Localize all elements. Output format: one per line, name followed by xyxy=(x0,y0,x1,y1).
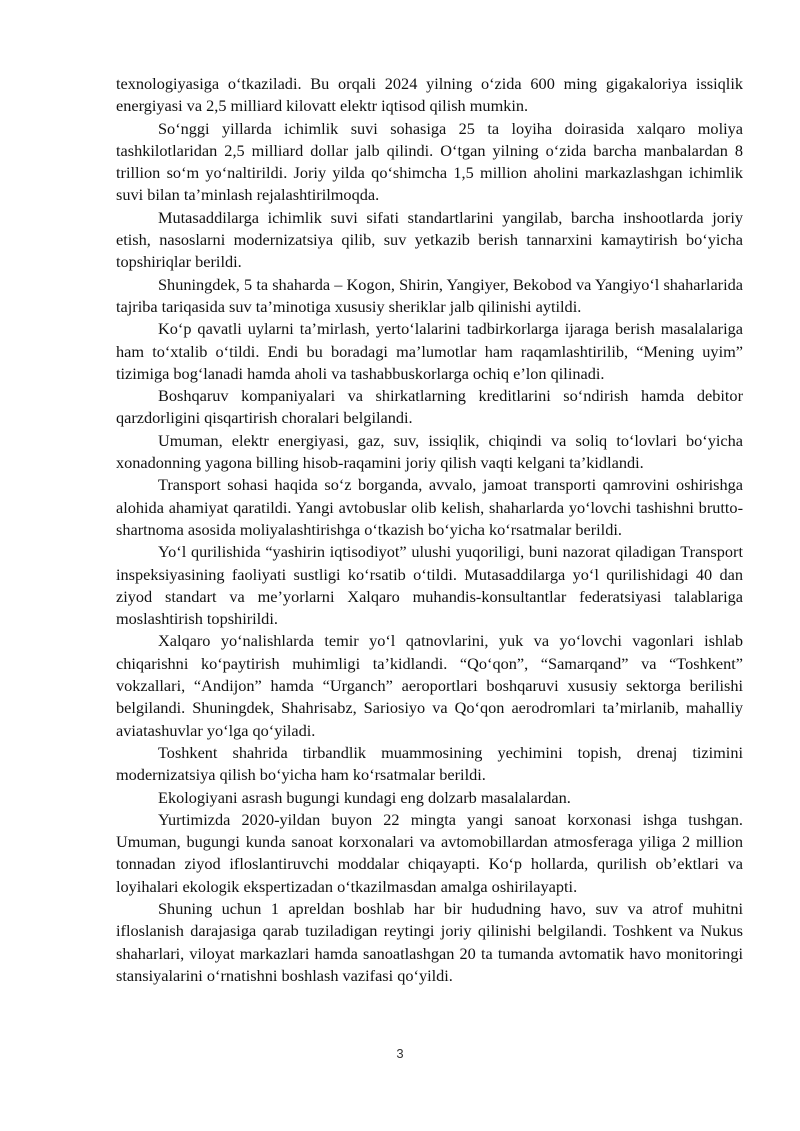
paragraph-management-companies: Boshqaruv kompaniyalari va shirkatlarning kreditlarini so‘ndirish hamda debitor qarzdorligini qisqartirish choralari belgilandi. xyxy=(116,386,743,428)
paragraph-ecology: Ekologiyani asrash bugungi kundagi eng dolzarb masalalardan. xyxy=(158,787,571,807)
paragraph-unified-billing: Umuman, elektr energiyasi, gaz, suv, issiqlik, chiqindi va soliq to‘lovlari bo‘yicha xonadonning yagona billing hisob-raqamini joriy qilish vaqti kelgani ta’kidlandi. xyxy=(116,430,743,473)
paragraph-road-construction: Yo‘l qurilishida “yashirin iqtisodiyot” ulushi yuqoriligi, buni nazorat qiladigan Transport inspeksiyasining faoliyati sustligi ko‘rsatib o‘tildi. Mutasaddilarga yo‘l qurilishidagi 40 dan ziyod standart va me’yorlarni Xalqaro muhandis-konsultantlar federatsiyasi talablariga moslashtirish topshirildi. xyxy=(116,542,743,629)
paragraph-continuation: texnologiyasiga o‘tkaziladi. Bu orqali 2024 yilning o‘zida 600 ming gigakaloriya issiqlik energiyasi va 2,5 milliard kilovatt elektr iqtisod qilish mumkin. xyxy=(116,74,743,116)
paragraph-air-monitoring: Shuning uchun 1 apreldan boshlab har bir hududning havo, suv va atrof muhitni ifloslanish darajasiga qarab tuziladigan reytingi joriy qilinishi belgilandi. Toshkent va Nukus shaharlari, viloyat markazlari hamda sanoatlashgan 20 ta tumanda avtomatik havo monitoringi stansiyalarini o‘rnatishni boshlash vazifasi qo‘yildi. xyxy=(116,898,743,985)
paragraph-private-partners: Shuningdek, 5 ta shaharda – Kogon, Shirin, Yangiyer, Bekobod va Yangiyo‘l shaharlarida tajriba tariqasida suv ta’minotiga xususiy sheriklar jalb qilinishi aytildi. xyxy=(116,274,743,316)
paragraph-water-standards: Mutasaddilarga ichimlik suvi sifati standartlarini yangilab, barcha inshootlarda joriy etish, nasoslarni modernizatsiya qilib, suv yetkazib berish tannarxini kamaytirish bo‘yicha topshiriqlar berildi. xyxy=(116,207,743,272)
paragraph-apartment-repair: Ko‘p qavatli uylarni ta’mirlash, yerto‘lalarini tadbirkorlarga ijaraga berish masalalariga ham to‘xtalib o‘tildi. Endi bu boradagi ma’lumotlar ham raqamlashtirilib, “Mening uyim” tizimiga bog‘lanadi hamda aholi va tashabbuskorlarga ochiq e’lon qilinadi. xyxy=(116,319,743,383)
paragraph-drinking-water-investment: So‘nggi yillarda ichimlik suvi sohasiga 25 ta loyiha doirasida xalqaro moliya tashkilotlaridan 2,5 milliard dollar jalb qilindi. O‘tgan yilning o‘zida barcha manbalardan 8 trillion so‘m yo‘naltirildi. Joriy yilda qo‘shimcha 1,5 million aholini markazlashgan ichimlik suvi bilan ta’minlash rejalashtirilmoqda. xyxy=(116,118,743,205)
paragraph-public-transport: Transport sohasi haqida so‘z borganda, avvalo, jamoat transporti qamrovini oshirishga alohida ahamiyat qaratildi. Yangi avtobuslar olib kelish, shaharlarda yo‘lovchi tashishni brutto-shartnoma asosida moliyalashtirishga o‘tkazish bo‘yicha ko‘rsatmalar berildi. xyxy=(116,475,743,539)
page-number: 3 xyxy=(396,1046,404,1061)
paragraph-railways-airports: Xalqaro yo‘nalishlarda temir yo‘l qatnovlarini, yuk va yo‘lovchi vagonlari ishlab chiqarishni ko‘paytirish muhimligi ta’kidlandi. “Qo‘qon”, “Samarqand” va “Toshkent” vokzallari, “Andijon” hamda “Urganch” aeroportlari boshqaruvi xususiy sektorga berilishi belgilandi. Shuningdek, Shahrisabz, Sariosiyo va Qo‘qon aerodromlari ta’mirlanib, mahalliy aviatashuvlar yo‘lga qo‘yiladi. xyxy=(116,631,743,740)
paragraph-tashkent-traffic: Toshkent shahrida tirbandlik muammosining yechimini topish, drenaj tizimini modernizatsiya qilish bo‘yicha ham ko‘rsatmalar berildi. xyxy=(116,742,743,785)
document-body xyxy=(116,73,743,987)
paragraph-industrial-emissions: Yurtimizda 2020-yildan buyon 22 mingta yangi sanoat korxonasi ishga tushgan. Umuman, bugungi kunda sanoat korxonalari va avtomobillardan atmosferaga yiliga 2 million tonnadan ziyod ifloslantiruvchi moddalar chiqayapti. Ko‘p hollarda, qurilish ob’ektlari va loyihalari ekologik ekspertizadan o‘tkazilmasdan amalga oshirilayapti. xyxy=(116,809,743,896)
